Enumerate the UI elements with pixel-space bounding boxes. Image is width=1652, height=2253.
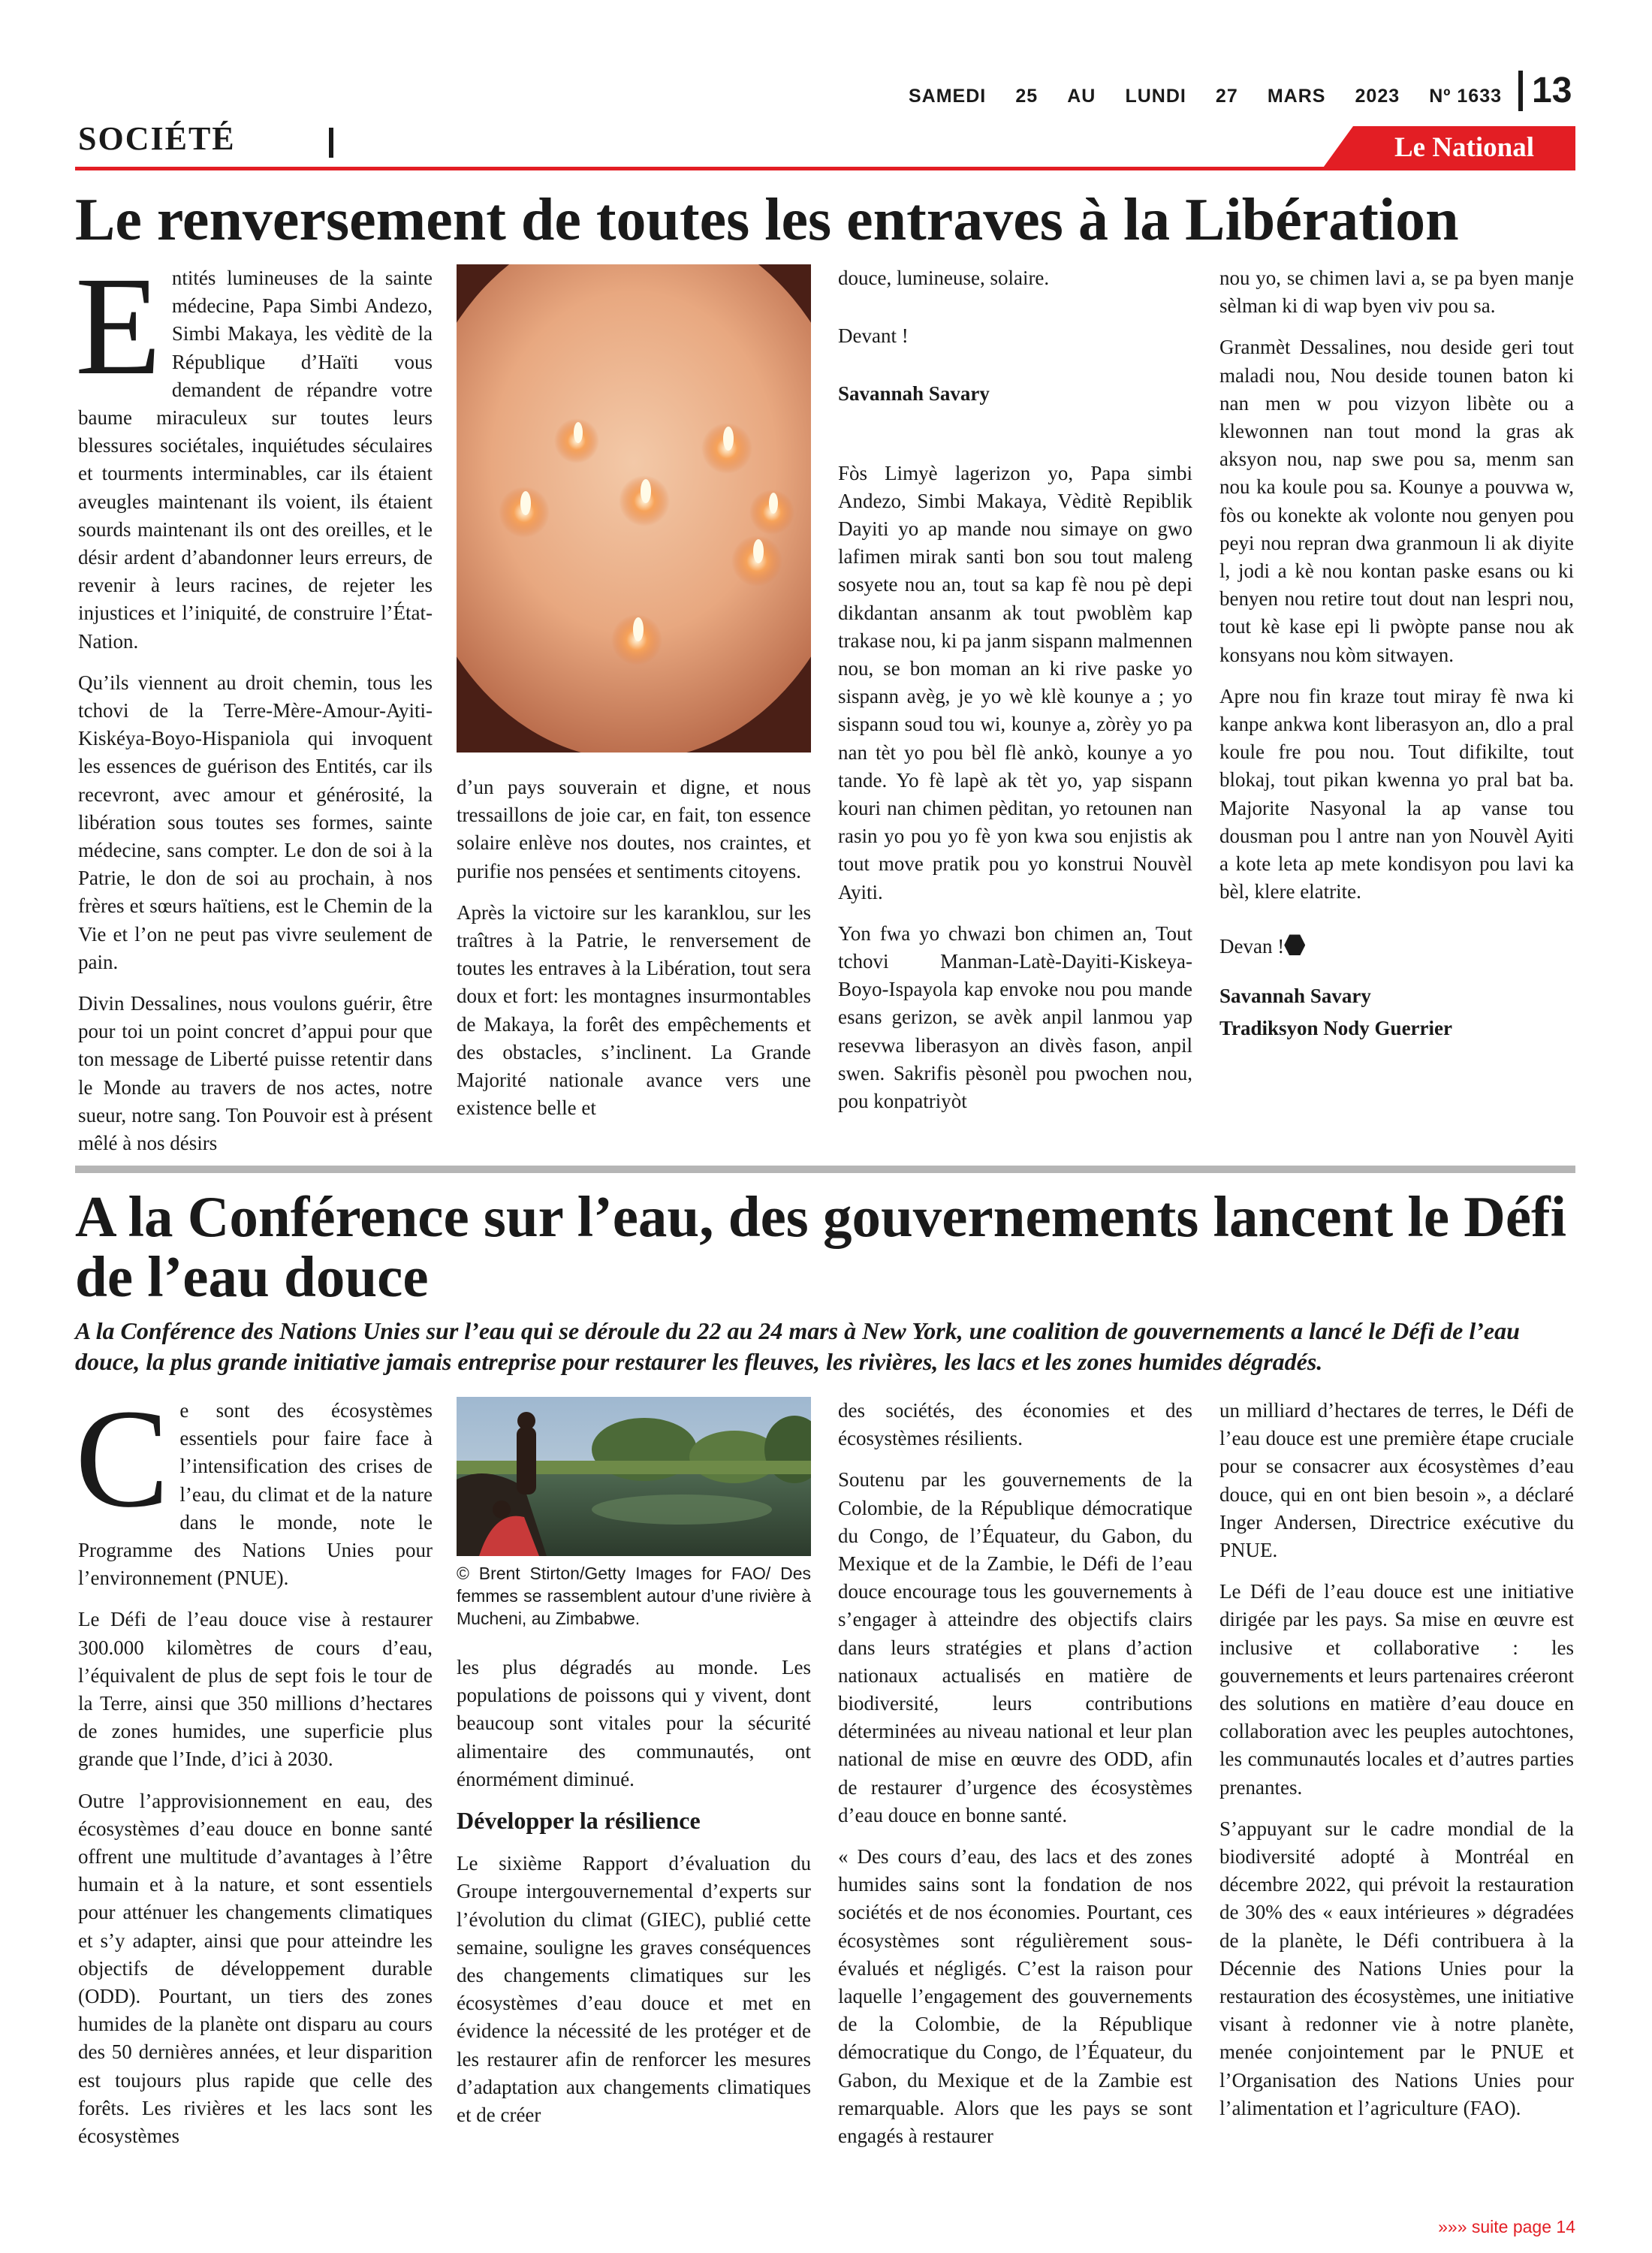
article2-col3 [838,1397,1192,2164]
river-photo [457,1397,811,1556]
photo-caption: © Brent Stirton/Getty Images for FAO/ Des femmes se rassemblent autour d’une rivière à Mucheni, au Zimbabwe. [457,1564,811,1628]
paragraph: Outre l’approvisionnement en eau, des écosystèmes d’eau douce en bonne santé offrent une multitude d’avantages à l’être humain et à la nature, et sont essentiels pour atténuer les changements climatiques et s’y adapter, ainsi que pour atteindre les objectifs de développement durable (ODD). Pourtant, un tiers des zones humides de la planète ont disparu au cours des 50 dernières années, et leur disparition est toujours plus rapide que celle des forêts. Les rivières et les lacs sont les écosystèmes [78,1789,433,2148]
paragraph: Divin Dessalines, nous voulons guérir, être pour toi un point concret d’appui pour que ton message de Liberté puisse retentir dans le Monde au travers de nos actes, notre sueur, notre sang. Ton Pouvoir est à présent mêlé à nos désirs [78,992,433,1155]
signature: Savannah Savary [1219,984,1371,1007]
paragraph: Soutenu par les gouvernements de la Colombie, de la République démocratique du Congo, de l’Équateur, du Gabon, du Mexique et de la Zambie, le Défi de l’eau douce encourage tous les gouvernements à s’engager à atteindre des objectifs clairs dans leurs stratégies et plans d’action nationaux actualisés en matière de biodiversité, leurs contributions déterminées au niveau national et leur plan national de mise en œuvre des ODD, afin de restaurer d’urgence des écosystèmes d’eau douce en bonne santé. [838,1468,1192,1826]
date-part: LUNDI [1125,85,1186,107]
hexagon-icon [1284,934,1305,955]
paragraph: Le Défi de l’eau douce vise à restaurer 300.000 kilomètres de cours d’eau, l’équivalent de plus de sept fois le tour de la Terre, ainsi que 350 millions d’hectares de zones humides, une superficie plus grande que l’Inde, d’ici à 2030. [78,1608,433,1771]
paragraph: Apre nou fin kraze tout miray fè nwa ki kanpe ankwa kont liberasyon an, dlo a pral koule fre pou nou. Tout difikilte, tout blokaj, tout pikan kwenna yo pral bat ba. Majorite Nasyonal la ap vanse tou dousman pou l antre nan yon Nouvèl Ayiti a kote leta ap mete kondisyon pou lavi ka bèl, klere elatrite. [1219,684,1574,903]
date-part: 27 [1215,85,1238,107]
paragraph: Après la victoire sur les karanklou, sur les traîtres à la Patrie, le renversement de toutes les entraves à la Libération, tout sera doux et fort: les montagnes insurmontables de Makaya, la forêt des empêchements et des obstacles, s’inclinent. La Grande Majorité nationale avance vers une existence belle et [457,900,811,1120]
page-number: 13 [1532,71,1572,110]
candles-image [457,264,811,753]
translator-credit: Tradiksyon Nody Guerrier [1219,1016,1452,1039]
paragraph: d’un pays souverain et digne, et nous tressaillons de joie car, en fait, ton essence solaire enlève nos doutes, nos craintes, et purifie nos pensées et sentiments citoyens. [457,776,811,882]
paragraph: « Des cours d’eau, des lacs et des zones humides sains sont la fondation de nos sociétés et de nos économies. Pourtant, ces écosystèmes sont régulièrement sous-évalués et négligés. C’est la raison pour laquelle l’engagement des gouvernements de la Colombie, de la République démocratique du Congo, de l’Équateur, du Gabon, du Mexique et de la Zambie est remarquable. Alors que les pays se sont engagés à restaurer [838,1845,1192,2148]
paragraph: ntités lumineuses de la sainte médecine, Papa Simbi Andezo, Simbi Makaya, les vèditè de la République d’Haïti vous demandent de répandre votre baume miraculeux sur toutes leurs blessures sociétales, inquiétudes séculaires et tourments interminables, car ils étaient aveugles maintenant ils voient, ils étaient sourds maintenant ils ont des oreilles, et le désir ardent d’abandonner leurs erreurs, de revenir à leurs racines, de rejeter les injustices et l’iniquité, de construire l’État-Nation. [78,267,433,653]
paragraph: S’appuyant sur le cadre mondial de la biodiversité adopté à Montréal en décembre 2022, qui prévoit la restauration de 30% des « eaux intérieures » dégradées de la planète, le Défi contribuera à la Décennie des Nations Unies pour la restauration des écosystèmes, une initiative visant à redonner vie à notre planète, menée conjointement par le PNUE et l’Organisation des Nations Unies pour l’alimentation et l’agriculture (FAO). [1219,1817,1574,2119]
article1-col2 [457,774,811,1136]
closing: Devant ! [838,324,909,348]
dropcap: E [75,247,161,404]
article1-col3 [838,264,1192,1129]
paragraph: Qu’ils viennent au droit chemin, tous les tchovi de la Terre-Mère-Amour-Ayiti-Kiskéya-Boyo-Hispaniola qui invoquent les essences de guérison des Entités, car ils recevront, avec amour et générosité, la libération sous toutes ses formes, sainte médecine, sans compter. Le don de soi à la Patrie, le don de soi au prochain, à nos frères et sœurs haïtiens, est le Chemin de la Vie et l’on ne peut pas vivre seulement de pain. [78,671,433,973]
header-rule [75,167,1575,170]
subheading: Développer la résilience [457,1807,701,1835]
paragraph: Fòs Limyè lagerizon yo, Papa simbi Andezo, Simbi Makaya, Vèditè Repiblik Dayiti yo ap mande nou simaye on gwo lafimen mirak santi bon sou tout maleng sosyete nou an, tout sa kap fè nou pè depi dikdantan ansanm ak tout pwoblèm kap trakase nou, ki pa janm sispann malmennen nou, se bon moman an ki rive paske yo sispann avèg, je yo wè klè kounye a ; yo sispann soud tou wi, kounye a, zòrèy yo pa nan tèt yo pou bèl flè ankò, kounye a yo tande. Yo fè lapè ak tèt yo, yap sispann kouri nan chimen pèditan, yo retounen nan rasin yo pou yo fè yon kwa sou enjistis ak tout move pratik pou yo konstrui Nouvèl Ayiti. [838,461,1192,903]
date-part: SAMEDI [909,85,987,107]
dropcap: C [75,1380,170,1537]
brand-name: Le National [1394,132,1535,163]
paragraph: des sociétés, des économies et des écosystèmes résilients. [838,1399,1192,1450]
paragraph: nou yo, se chimen lavi a, se pa byen manje sèlman ki di wap byen viv pou sa. [1219,267,1574,318]
article1-col1 [75,247,433,1171]
page-number-divider [1518,71,1523,111]
paragraph: Yon fwa yo chwazi bon chimen an, Tout tchovi Manman-Latè-Dayiti-Kiskeya-Boyo-Ispayola kap envoke nou pou mande esans gerizon, se avèk anpil lanmou yap resevwa liberasyon an divès fason, anpil swen. Sakrifis pèsonèl pou pwochen nou, pou konpatriyòt [838,921,1192,1113]
dateline [909,81,1502,111]
section-divider [329,128,333,158]
article2-standfirst: A la Conférence des Nations Unies sur l’eau qui se déroule du 22 au 24 mars à New York, une coalition de gouvernements a lancé le Défi de l’eau douce, la plus grande initiative jamais entreprise pour restaurer les fleuves, les rivières, les lacs et les zones humides dégradés. [75,1317,1520,1375]
paragraph: douce, lumineuse, solaire. [838,267,1050,289]
date-part: 2023 [1355,85,1400,107]
issue-number: Nº 1633 [1429,85,1502,107]
paragraph: les plus dégradés au monde. Les populations de poissons qui y vivent, dont beaucoup sont vitales pour la sécurité alimentaire des communautés, ont énormément diminué. [457,1656,811,1790]
paragraph: Granmèt Dessalines, nou deside geri tout maladi nou, Nou deside tounen baton ki nan men w pou vizyon libète ou a klewonnen nan tout mond la gras ak aksyon nou, nap swe pou sa, menm san nou ka koule pou sa. Kounye a pouvwa w, fòs ou konekte ak volonte nou genyen pou peyi nou repran dwa granmoun li ak diyite l, jodi a kè nou kontan paske esans ou ki benyen nou retire tout dout nan lespri nou, tout kè kase epi li pwòpte panse nou ak konsyans nou kòm sitwayen. [1219,336,1574,666]
article1-headline: Le renversement de toutes les entraves à la Libération [75,187,1459,253]
date-part: MARS [1267,85,1326,107]
date-part: 25 [1015,85,1039,107]
article2-col1 [75,1380,433,2164]
article2-headline: A la Conférence sur l’eau, des gouvernements lancent le Défi de l’eau douce [75,1184,1567,1309]
date-part: AU [1067,85,1096,107]
article1-col4 [1219,264,1574,1056]
paragraph: e sont des écosystèmes essentiels pour faire face à l’intensification des crises de l’eau, du climat et de la nature dans le monde, note le Programme des Nations Unies pour l’environnement (PNUE). [78,1399,433,1590]
signature: Savannah Savary [838,382,990,406]
article-separator [75,1166,1575,1173]
paragraph: Le Défi de l’eau douce est une initiative dirigée par les pays. Sa mise en œuvre est inclusive et collaborative : les gouvernements et leurs partenaires créeront des solutions en matière d’eau douce en collaboration avec les peuples autochtones, les communautés locales et d’autres parties prenantes. [1219,1580,1574,1799]
candles-photo [457,264,811,753]
section-label: SOCIÉTÉ [78,120,236,157]
river-image [457,1397,811,1556]
article2-col2 [457,1654,811,2143]
article2-col4 [1219,1397,1574,2136]
continued-link[interactable]: »»» suite page 14 [1438,2217,1575,2236]
paragraph: Le sixième Rapport d’évaluation du Groupe intergouvernemental d’experts sur l’évolution du climat (GIEC), publié cette semaine, souligne les graves conséquences des changements climatiques sur les écosystèmes d’eau douce et met en évidence la nécessité de les protéger et de les restaurer afin de renforcer les mesures d’adaptation aux changements climatiques et de créer [457,1852,811,2127]
closing: Devan ! [1219,935,1285,958]
paragraph: un milliard d’hectares de terres, le Défi de l’eau douce est une première étape cruciale pour se consacrer aux écosystèmes d’eau douce, qui en ont bien besoin », a déclaré Inger Andersen, Directrice exécutive du PNUE. [1219,1399,1574,1562]
